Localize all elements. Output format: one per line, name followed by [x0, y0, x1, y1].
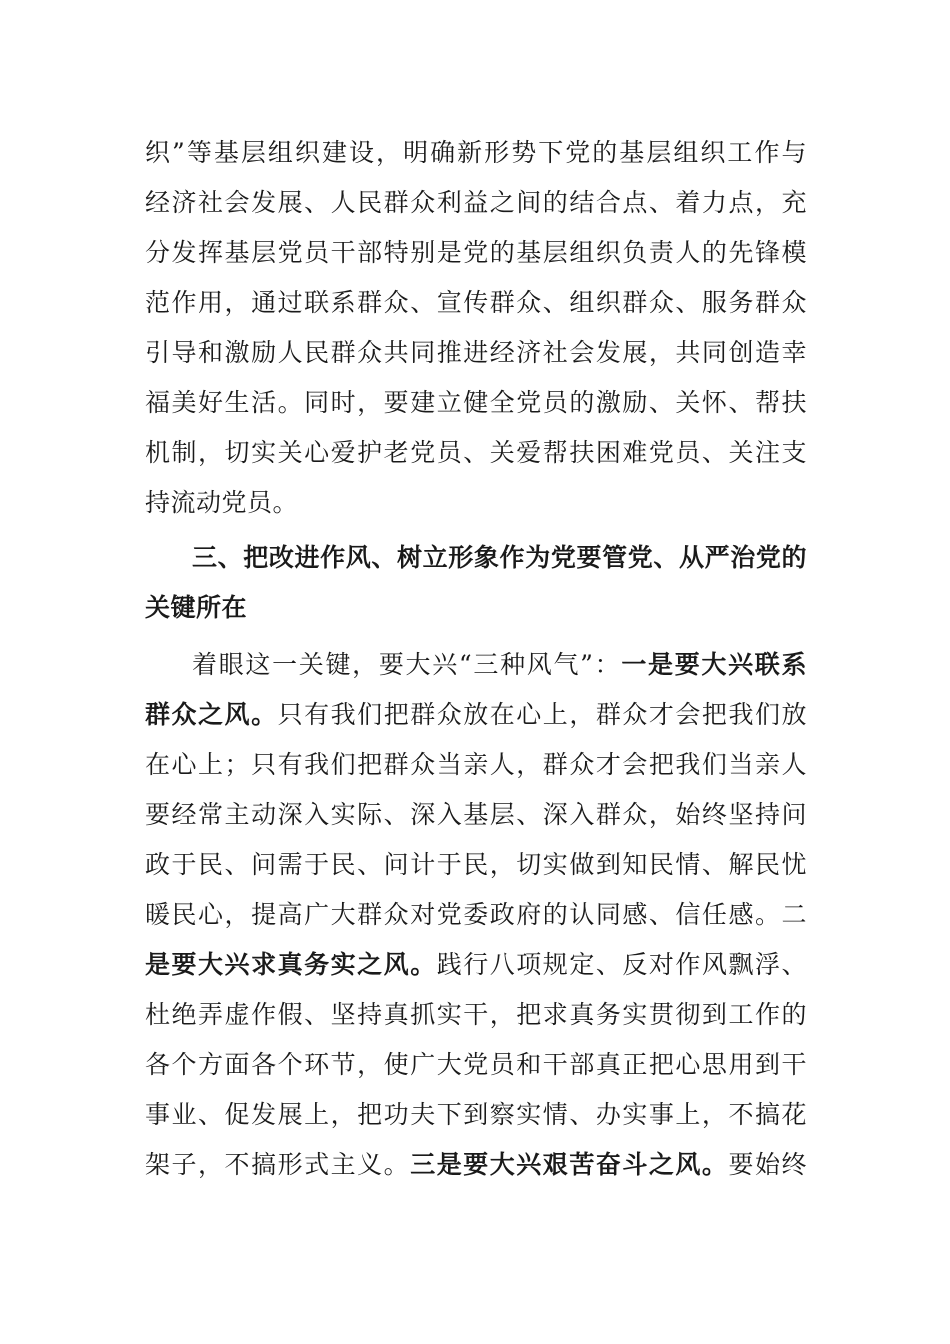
text-run: 架子，不搞形式主义。: [145, 1150, 411, 1179]
bold-text-run: 是要大兴求真务实之风。: [145, 950, 437, 979]
body-text-line: 织”等基层组织建设，明确新形势下党的基层组织工作与: [145, 138, 807, 167]
body-text-line: 政于民、问需于民、问计于民，切实做到知民情、解民忧: [145, 850, 807, 879]
bold-text-run: 群众之风。: [145, 700, 278, 729]
body-text-line: 范作用，通过联系群众、宣传群众、组织群众、服务群众: [145, 288, 807, 317]
bold-text-run: 三是要大兴艰苦奋斗之风。: [410, 1150, 729, 1179]
body-text-line: 福美好生活。同时，要建立健全党员的激励、关怀、帮扶: [145, 388, 807, 417]
body-text-line: 事业、促发展上，把功夫下到察实情、办实事上，不搞花: [145, 1100, 807, 1129]
body-text-line: 经济社会发展、人民群众利益之间的结合点、着力点，充: [145, 188, 807, 217]
body-text-line: 引导和激励人民群众共同推进经济社会发展，共同创造幸: [145, 338, 807, 367]
body-text-line: 在心上；只有我们把群众当亲人，群众才会把我们当亲人: [145, 750, 807, 779]
text-run: 践行八项规定、反对作风飘浮、: [436, 950, 807, 979]
section-heading-line: 三、把改进作风、树立形象作为党要管党、从严治党的: [192, 543, 807, 572]
body-text-line: [192, 648, 807, 682]
body-text-line: 持流动党员。: [145, 488, 299, 517]
body-text-line: 分发挥基层党员干部特别是党的基层组织负责人的先锋模: [145, 238, 807, 267]
body-text-line: 机制，切实关心爱护老党员、关爱帮扶困难党员、关注支: [145, 438, 807, 467]
body-text-line: [145, 698, 807, 732]
text-run: 只有我们把群众放在心上，群众才会把我们放: [277, 700, 807, 729]
body-text-line: 暖民心，提高广大群众对党委政府的认同感、信任感。二: [145, 900, 807, 929]
body-text-line: 各个方面各个环节，使广大党员和干部真正把心思用到干: [145, 1050, 807, 1079]
body-text-line: 杜绝弄虚作假、坚持真抓实干，把求真务实贯彻到工作的: [145, 1000, 807, 1029]
bold-text-run: 一是要大兴联系: [621, 650, 807, 679]
section-heading-line: 关键所在: [145, 593, 248, 622]
text-run: 要始终: [728, 1150, 807, 1179]
text-run: 着眼这一关键，要大兴“三种风气”：: [192, 650, 622, 679]
body-text-line: [145, 948, 807, 982]
body-text-line: 要经常主动深入实际、深入基层、深入群众，始终坚持问: [145, 800, 807, 829]
body-text-line: [145, 1148, 807, 1182]
